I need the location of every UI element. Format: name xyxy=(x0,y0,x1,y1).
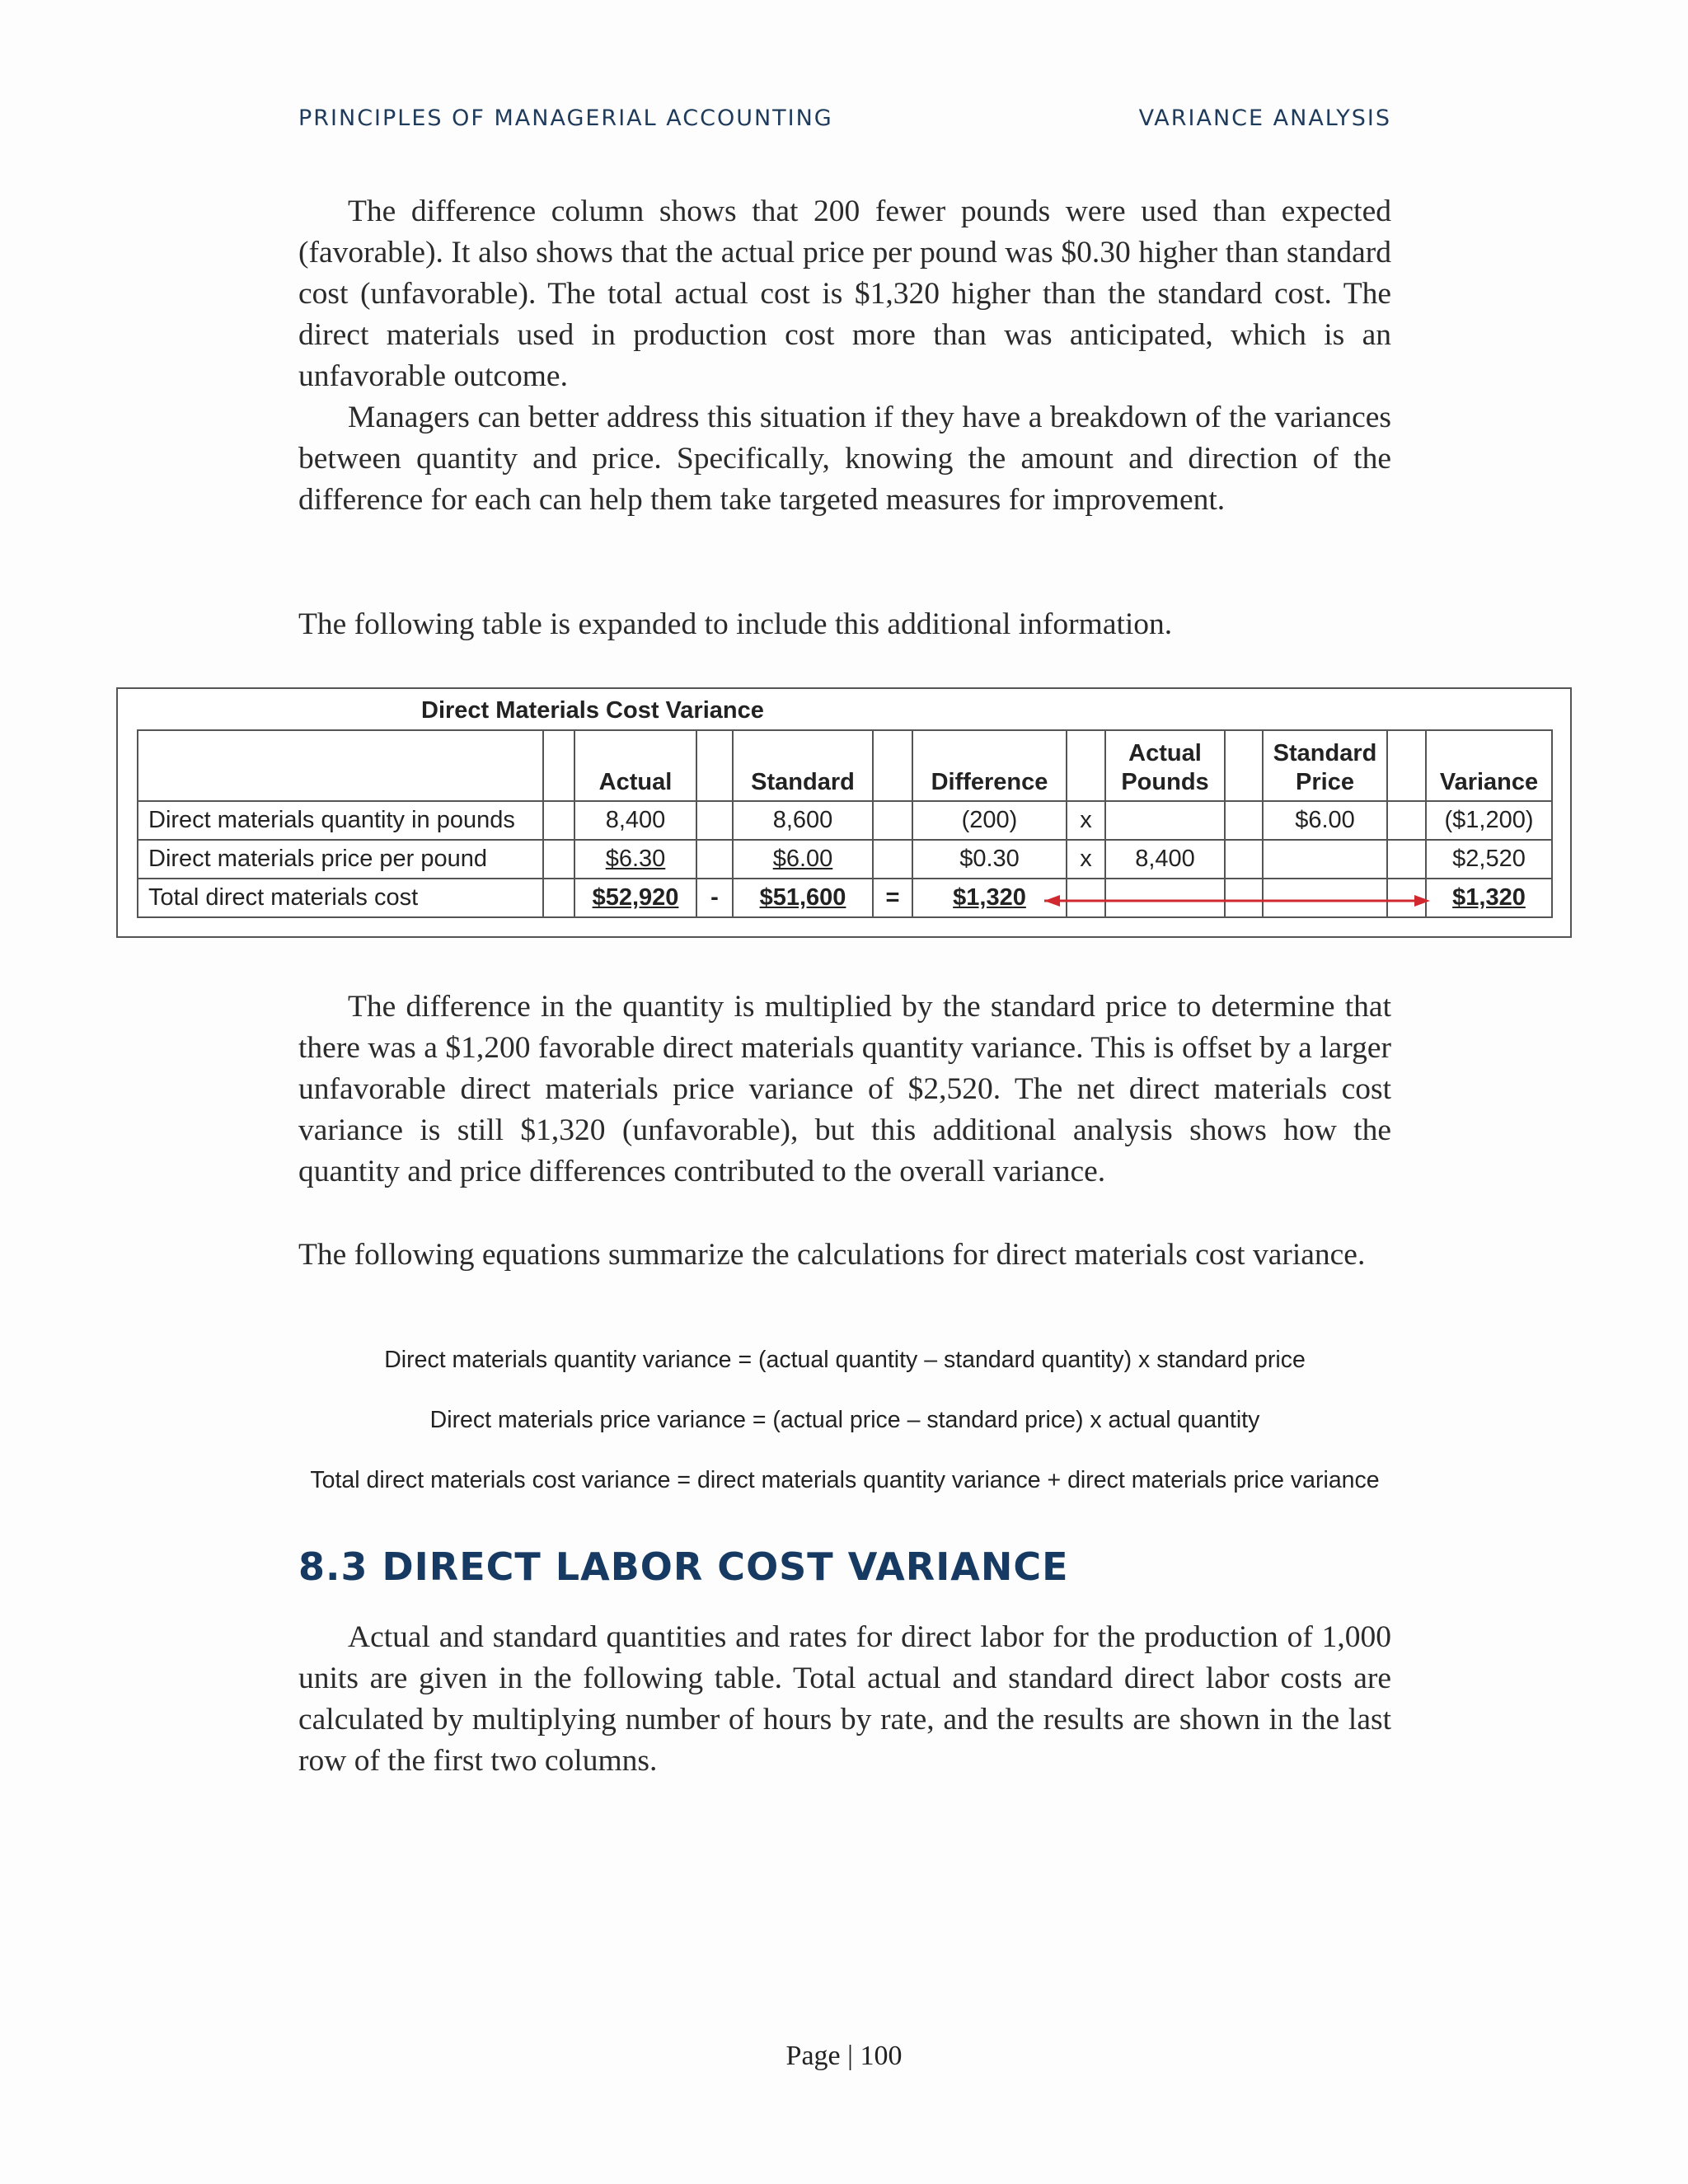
direct-materials-table-frame xyxy=(116,687,1572,938)
header-blank xyxy=(138,730,543,801)
header-actual-pounds-line2: Pounds xyxy=(1121,769,1209,795)
header-difference: Difference xyxy=(912,730,1067,801)
cell-operator: x xyxy=(1067,840,1105,879)
intro-text xyxy=(298,191,1391,521)
cell-actual: 8,400 xyxy=(574,801,696,840)
analysis-paragraph-1-text: The difference in the quantity is multiplied by the standard price to determine that there was a $1,200 favorable direct materials quantity variance. This is offset by a larger unfavorable direct materials price variance of $2,520. The net direct materials cost variance is still $1,320 (unfavorable), but this additional analysis shows how the quantity and price differences contributed to the overall variance. xyxy=(298,990,1391,1188)
cell-variance: $2,520 xyxy=(1426,840,1552,879)
cell-difference: $1,320 xyxy=(912,879,1067,917)
analysis-paragraph-2: The following equations summarize the calculations for direct materials cost variance. xyxy=(298,1238,1366,1272)
cell-difference: $0.30 xyxy=(912,840,1067,879)
cell-standard-price: $6.00 xyxy=(1263,801,1387,840)
cell-standard-price xyxy=(1263,840,1387,879)
header-standard-price xyxy=(1263,730,1387,801)
header-actual: Actual xyxy=(574,730,696,801)
section-paragraph xyxy=(298,1617,1391,1782)
row-label: Direct materials quantity in pounds xyxy=(138,801,543,840)
cell-variance: $1,320 xyxy=(1426,879,1552,917)
cell-difference: (200) xyxy=(912,801,1067,840)
cell-equals: = xyxy=(873,879,912,917)
formula-quantity-variance: Direct materials quantity variance = (actual quantity – standard quantity) x standard price xyxy=(384,1347,1306,1373)
cell-standard: $6.00 xyxy=(733,840,873,879)
analysis-paragraph-1 xyxy=(298,987,1391,1193)
cell-actual-pounds: 8,400 xyxy=(1105,840,1225,879)
intro-paragraph-1: The difference column shows that 200 fewer pounds were used than expected (favorable). It also shows that the actual price per pound was $0.30 higher than standard cost (unfavorable). The total actual cost is $1,320 higher than the standard cost. The direct materials used in production cost more than was anticipated, which is an unfavorable outcome. xyxy=(298,194,1391,393)
table-title: Direct Materials Cost Variance xyxy=(421,697,764,724)
running-header xyxy=(298,105,1391,138)
table-row xyxy=(138,840,1552,879)
table-header-row xyxy=(138,730,1552,801)
header-actual-pounds-line1: Actual xyxy=(1128,740,1202,766)
intro-paragraph-2: Managers can better address this situation if they have a breakdown of the variances between quantity and price. Specifically, knowing the amount and direction of the difference for each can help them take targeted measures for improvement. xyxy=(298,401,1391,517)
header-standard-price-line1: Standard xyxy=(1273,740,1377,766)
formula-price-variance: Direct materials price variance = (actual price – standard price) x actual quantity xyxy=(429,1407,1260,1433)
page-number: Page | 100 xyxy=(785,2041,903,2071)
intro-paragraph-3: The following table is expanded to include this additional information. xyxy=(298,607,1173,641)
formula-total-variance: Total direct materials cost variance = direct materials quantity variance + direct materials price variance xyxy=(310,1467,1380,1493)
cell-actual: $52,920 xyxy=(574,879,696,917)
table-row xyxy=(138,801,1552,840)
book-title: PRINCIPLES OF MANAGERIAL ACCOUNTING xyxy=(298,105,833,131)
header-actual-pounds xyxy=(1105,730,1225,801)
cell-actual: $6.30 xyxy=(574,840,696,879)
row-label: Total direct materials cost xyxy=(138,879,543,917)
header-standard-price-line2: Price xyxy=(1296,769,1354,795)
section-paragraph-text: Actual and standard quantities and rates for direct labor for the production of 1,000 units are given in the following table. Total actual and standard direct labor costs are calculated by multiplying number of hours by rate, and the results are shown in the last row of the first two columns. xyxy=(298,1620,1391,1778)
row-label: Direct materials price per pound xyxy=(138,840,543,879)
cell-operator: x xyxy=(1067,801,1105,840)
table-row-total xyxy=(138,879,1552,917)
chapter-title: VARIANCE ANALYSIS xyxy=(1138,105,1391,131)
cell-standard: 8,600 xyxy=(733,801,873,840)
cell-actual-pounds xyxy=(1105,801,1225,840)
header-standard: Standard xyxy=(733,730,873,801)
cell-variance: ($1,200) xyxy=(1426,801,1552,840)
direct-materials-table xyxy=(137,729,1553,918)
cell-standard: $51,600 xyxy=(733,879,873,917)
cell-minus: - xyxy=(696,879,733,917)
header-variance: Variance xyxy=(1426,730,1552,801)
section-heading: 8.3 DIRECT LABOR COST VARIANCE xyxy=(298,1544,1069,1589)
